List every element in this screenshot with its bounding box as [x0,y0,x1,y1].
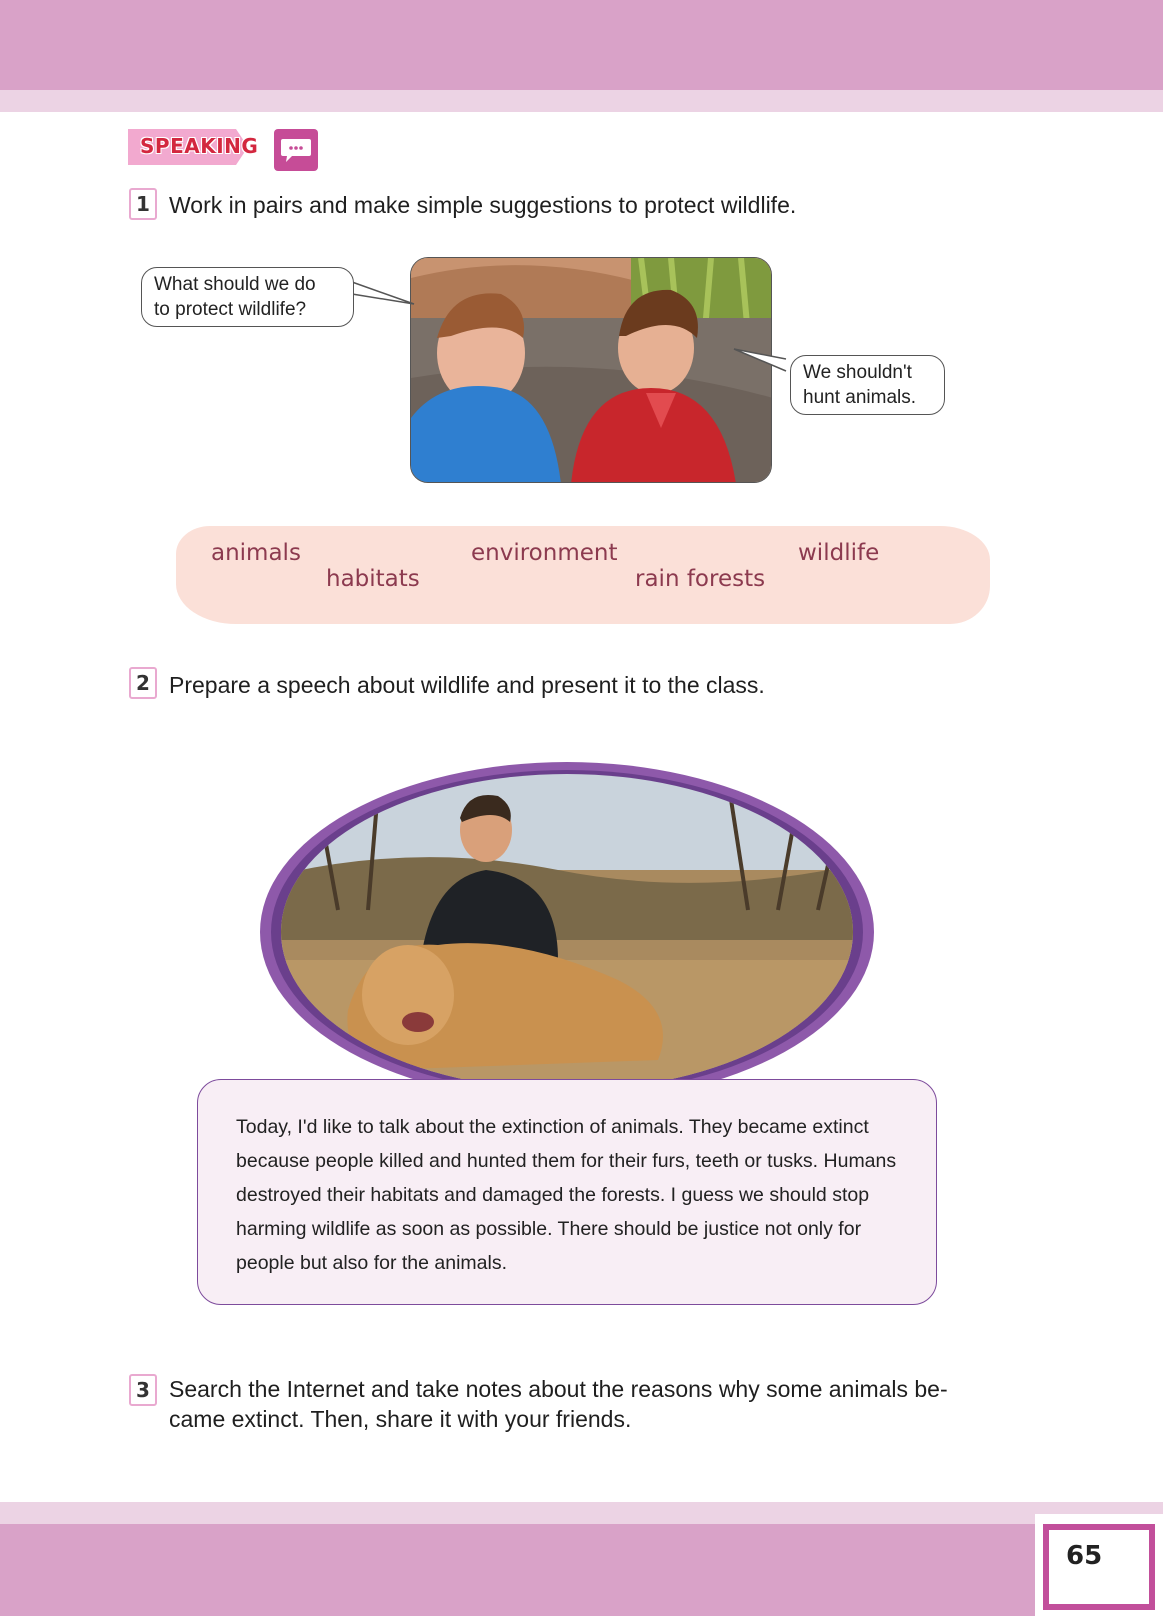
word-rain-forests: rain forests [635,566,766,592]
speech-bubble-icon [274,129,318,171]
task-1-instruction: Work in pairs and make simple suggestions to protect wildlife. [169,192,797,218]
speech-line-4: harming wildlife as soon as possible. There should be justice not only for [236,1218,862,1240]
sample-speech-box [197,1079,937,1305]
word-environment: environment [471,540,618,566]
section-title: SPEAKING [140,134,259,158]
task-3-instruction-line-1: Search the Internet and take notes about the reasons why some animals be- [169,1376,948,1402]
word-animals: animals [211,540,301,566]
task-1-number: 1 [129,188,157,220]
boys-talking-photo [410,257,772,483]
bubble-right-line-1: We shouldn't [803,362,912,383]
bubble-right-line-2: hunt animals. [803,387,917,408]
speech-line-1: Today, I'd like to talk about the extinction of animals. They became extinct [236,1116,869,1138]
bubble-left-tail [350,280,420,310]
speech-line-3: destroyed their habitats and damaged the forests. I guess we should stop [236,1184,870,1206]
man-with-lioness-photo [258,760,876,1104]
task-3-instruction [169,1374,948,1434]
task-3-number: 3 [129,1374,157,1406]
top-banner-stripe [0,90,1163,112]
bubble-left-line-2: to protect wildlife? [154,299,307,320]
top-banner [0,0,1163,90]
word-habitats: habitats [326,566,420,592]
bubble-right-tail [730,345,790,375]
speech-line-5: people but also for the animals. [236,1252,508,1274]
speech-line-2: because people killed and hunted them for their furs, teeth or tusks. Humans [236,1150,897,1172]
task-3-instruction-line-2: came extinct. Then, share it with your friends. [169,1406,632,1432]
speech-bubble-right [790,355,945,415]
speech-bubble-left [141,267,354,327]
bottom-banner [0,1524,1163,1616]
task-2-instruction: Prepare a speech about wildlife and present it to the class. [169,672,765,698]
bottom-banner-stripe [0,1502,1163,1524]
page-number: 65 [1066,1541,1103,1571]
task-2-number: 2 [129,667,157,699]
word-wildlife: wildlife [798,540,880,566]
bubble-left-line-1: What should we do [154,274,316,295]
